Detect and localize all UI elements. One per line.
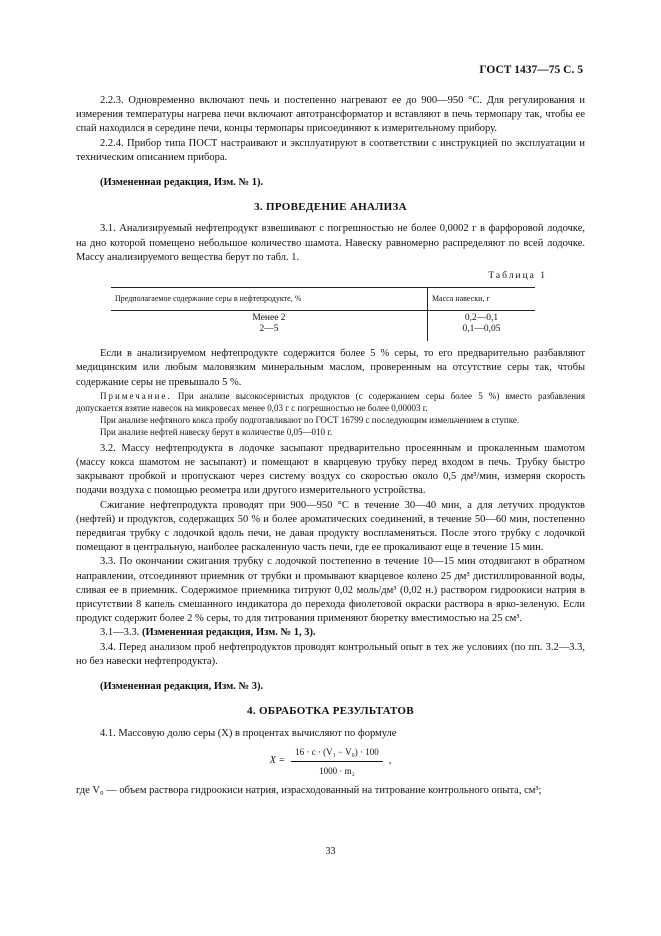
revision-note-3-3 <box>76 626 585 640</box>
section-3-title: 3. ПРОВЕДЕНИЕ АНАЛИЗА <box>254 201 407 214</box>
paragraph-2-2-3: 2.2.3. Одновременно включают печь и постепенно нагревают ее до 900—950 °С. Для регулирования и измерения температуры нагрева печи включают автотрансформатор и вставляют в печь термопару так, чтобы ее спай находился в середине печи, концы термопары присоединяют к измерительному прибору. <box>76 95 585 135</box>
paragraph-3-2-burning: Сжигание нефтепродукта проводят при 900—950 °С в течение 30—40 мин, а для летучих продуктов (нефтей) и продуктов, содержащих 50 % и более ароматических соединений, в течение 50—60 мин, постепенно передвигая трубку с лодочкой вдоль печи, не давая продукту воспламеняться. После этого трубку с лодочкой помещают в центральную, наиболее раскаленную часть печи, где ее прокаливают еще в течение 15 мин. <box>76 499 585 554</box>
formula-lhs: X = <box>269 755 286 767</box>
section-4-title: 4. ОБРАБОТКА РЕЗУЛЬТАТОВ <box>247 705 414 718</box>
paragraph-dilution: Если в анализируемом нефтепродукте содержится более 5 % серы, то его предварительно разбавляют медицинским или любым маловязким минеральным маслом, проверенным на отсутствие серы так, чтобы содержание серы не превышало 5 %. <box>76 348 585 388</box>
page-content <box>76 94 585 798</box>
revision-range: 3.1—3.3. <box>100 627 142 639</box>
formula-numerator: 16 · c · (V₁ − V₀) · 100 <box>291 745 383 762</box>
table-header-mass: Масса навески, г <box>427 288 535 311</box>
note-3: При анализе нефтей навеску берут в количестве 0,05—010 г. <box>100 426 333 437</box>
revision-note: (Измененная редакция, Изм. № 1). <box>100 176 264 188</box>
table-cell <box>427 311 535 342</box>
cell-r1c1: Менее 2 <box>252 313 286 324</box>
revision-note-3-4: (Измененная редакция, Изм. № 3). <box>100 680 264 692</box>
note-label: Примечание. <box>100 390 172 401</box>
cell-r2c2: 0,1—0,05 <box>462 324 501 335</box>
formula <box>76 745 585 778</box>
note-1 <box>76 390 585 414</box>
formula-denominator: 1000 · m₂ <box>319 765 355 776</box>
paragraph-4-1: 4.1. Массовую долю серы (X) в процентах вычисляют по формуле <box>100 727 397 739</box>
table-header-sulfur: Предполагаемое содержание серы в нефтепродукте, % <box>111 288 427 311</box>
paragraph-3-1: 3.1. Анализируемый нефтепродукт взвешивают с погрешностью не более 0,0002 г в фарфоровой лодочке, на дно которой помещено небольшое количество шамота. Навеску равномерно распределяют по всей лодочке. Массу анализируемого вещества берут по табл. 1. <box>76 223 585 263</box>
paragraph-2-2-4: 2.2.4. Прибор типа ПОСТ настраивают и эксплуатируют в соответствии с инструкцией по эксплуатации и техническим описанием прибора. <box>76 137 585 163</box>
table-caption: Таблица 1 <box>488 271 547 282</box>
formula-tail: , <box>388 755 392 767</box>
table-cell <box>111 311 427 342</box>
cell-r1c2: 0,2—0,1 <box>464 313 499 324</box>
paragraph-3-2: 3.2. Массу нефтепродукта в лодочке засыпают предварительно просеянным и прокаленным шамотом (массу кокса шамотом не засыпают) и помещают в кварцевую трубку перед входом в печь. Трубку быстро закрывают пробкой и пропускают через систему воздух со скоростью около 0,5 дм³/мин, измеряя скорость подачи воздуха с помощью реометра или другого измерительного устройства. <box>76 442 585 497</box>
table-1 <box>111 287 535 341</box>
cell-r2c1: 2—5 <box>259 324 279 335</box>
page-number: 33 <box>325 846 336 857</box>
note-2: При анализе нефтяного кокса пробу подготавливают по ГОСТ 16799 с последующим измельчением в ступке. <box>100 414 520 425</box>
note-1-text: При анализе высокосернистых продуктов (с содержанием серы более 5 %) вместо разбавления допускается взятие навесок на микровесах менее 0,03 г с погрешностью не более 0,00003 г. <box>76 390 585 413</box>
paragraph-where: где V₀ — объем раствора гидроокиси натрия, израсходованный на титрование контрольного опыта, см³; <box>76 785 542 797</box>
table-row <box>111 311 535 342</box>
page-header: ГОСТ 1437—75 С. 5 <box>479 64 583 76</box>
paragraph-3-4: 3.4. Перед анализом проб нефтепродуктов проводят контрольный опыт в тех же условиях (по пп. 3.2—3.3, но без навески нефтепродукта). <box>76 641 585 667</box>
formula-fraction <box>291 745 383 778</box>
paragraph-3-3: 3.3. По окончании сжигания трубку с лодочкой постепенно в течение 10—15 мин отодвигают в обратном направлении, отсоединяют приемник от трубки и промывают кварцевое колено 25 дм³ дистиллированной воды, сливая ее в приемник. Содержимое приемника титруют 0,02 моль/дм³ (0,02 н.) раствором гидроокиси натрия в присутствии 8 капель смешанного индикатора до перехода фиолетовой окраски раствора в ярко-зеленую. Если продукт содержит более 2 % серы, то для титрования применяют бюретку вместимостью на 25 см³. <box>76 556 585 625</box>
revision-text: (Измененная редакция, Изм. № 1, 3). <box>142 627 316 639</box>
